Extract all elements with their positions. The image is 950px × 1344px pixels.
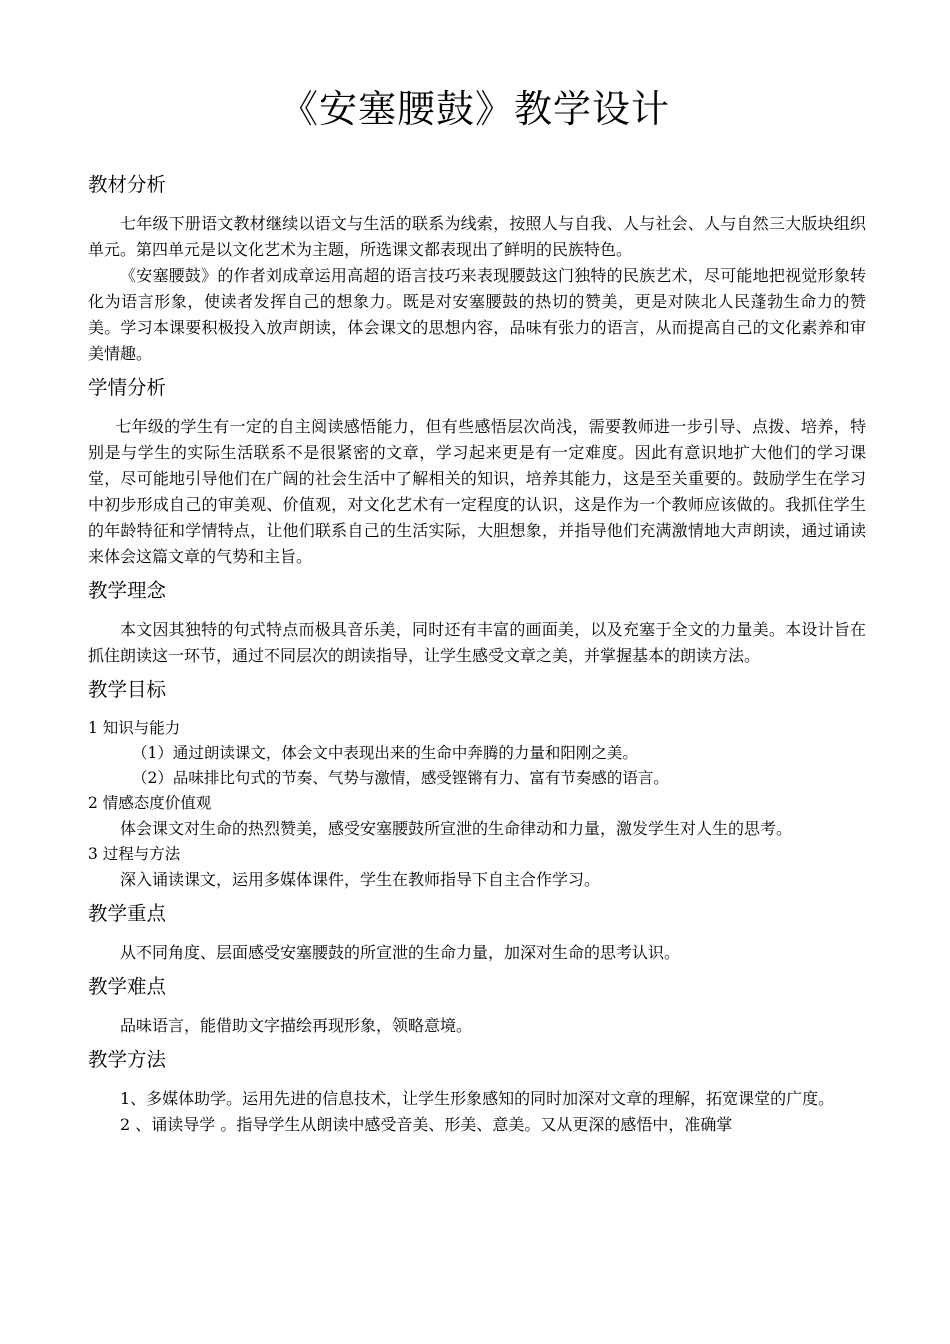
document-body [88, 170, 866, 1138]
section-student-analysis [88, 373, 866, 570]
goal-item: （1）通过朗读课文，体会文中表现出来的生命中奔腾的力量和阳刚之美。 [132, 744, 638, 762]
paragraph: 1、多媒体助学。运用先进的信息技术，让学生形象感知的同时加深对文章的理解，拓宽课堂的广度。 [120, 1089, 835, 1108]
section-heading: 教学难点 [88, 975, 167, 998]
section-heading: 教学目标 [88, 678, 167, 701]
paragraph: 深入诵读课文，运用多媒体课件，学生在教师指导下自主合作学习。 [120, 870, 601, 889]
section-heading: 教学重点 [88, 902, 167, 925]
paragraph: 《安塞腰鼓》的作者刘成章运用高超的语言技巧来表现腰鼓这门独特的民族艺术，尽可能地把视觉形象转化为语言形象，使读者发挥自己的想象力。既是对安塞腰鼓的热切的赞美，更是对陕北人民蓬勃生命力的赞美。学习本课要积极投入放声朗读，体会课文的思想内容，品味有张力的语言，从而提高自己的文化素养和审美情趣。 [88, 266, 866, 363]
section-heading: 学情分析 [88, 376, 167, 399]
paragraph: 本文因其独特的句式特点而极具音乐美，同时还有丰富的画面美，以及充塞于全文的力量美。本设计旨在抓住朗读这一环节，通过不同层次的朗读指导，让学生感受文章之美，并掌握基本的朗读方法。 [88, 620, 866, 665]
section-heading: 教学理念 [88, 579, 167, 602]
paragraph: 七年级的学生有一定的自主阅读感悟能力，但有些感悟层次尚浅，需要教师进一步引导、点拨、培养，特别是与学生的实际生活联系不是很紧密的文章，学习起来更是有一定难度。因此有意识地扩大他们的学习课堂，尽可能地引导他们在广阔的社会生活中了解相关的知识，培养其能力，这是至关重要的。鼓励学生在学习中初步形成自己的审美观、价值观，对文化艺术有一定程度的认识，这是作为一个教师应该做的。我抓住学生的年龄特征和学情特点，让他们联系自己的生活实际，大胆想象，并指导他们充满激情地大声朗读，通过诵读来体会这篇文章的气势和主旨。 [88, 417, 866, 566]
goal-item: （2）品味排比句式的节奏、气势与激情，感受铿锵有力、富有节奏感的语言。 [132, 769, 669, 787]
section-heading: 教材分析 [88, 173, 167, 196]
document-title: 《安塞腰鼓》教学设计 [279, 87, 670, 131]
paragraph: 七年级下册语文教材继续以语文与生活的联系为线索，按照人与自我、人与社会、人与自然三大版块组织单元。第四单元是以文化艺术为主题，所选课文都表现出了鲜明的民族特色。 [88, 214, 866, 259]
paragraph: 2 、诵读导学 。指导学生从朗读中感受音美、形美、意美。又从更深的感悟中，准确掌 [120, 1115, 733, 1134]
section-heading: 教学方法 [88, 1048, 167, 1071]
section-teaching-philosophy [88, 576, 866, 669]
paragraph: 从不同角度、层面感受安塞腰鼓的所宣泄的生命力量，加深对生命的思考认识。 [120, 943, 681, 962]
section-teaching-goals [88, 675, 866, 893]
paragraph: 体会课文对生命的热烈赞美，感受安塞腰鼓所宣泄的生命律动和力量，激发学生对人生的思考。 [120, 819, 793, 838]
goal-subheading: 1 知识与能力 [88, 719, 181, 737]
goal-subheading: 2 情感态度价值观 [88, 794, 212, 812]
section-difficult-points [88, 972, 866, 1039]
section-teaching-methods [88, 1045, 866, 1138]
goal-subheading: 3 过程与方法 [88, 845, 181, 863]
section-key-points [88, 899, 866, 966]
section-textbook-analysis [88, 170, 866, 367]
paragraph: 品味语言，能借助文字描绘再现形象，领略意境。 [120, 1016, 473, 1035]
